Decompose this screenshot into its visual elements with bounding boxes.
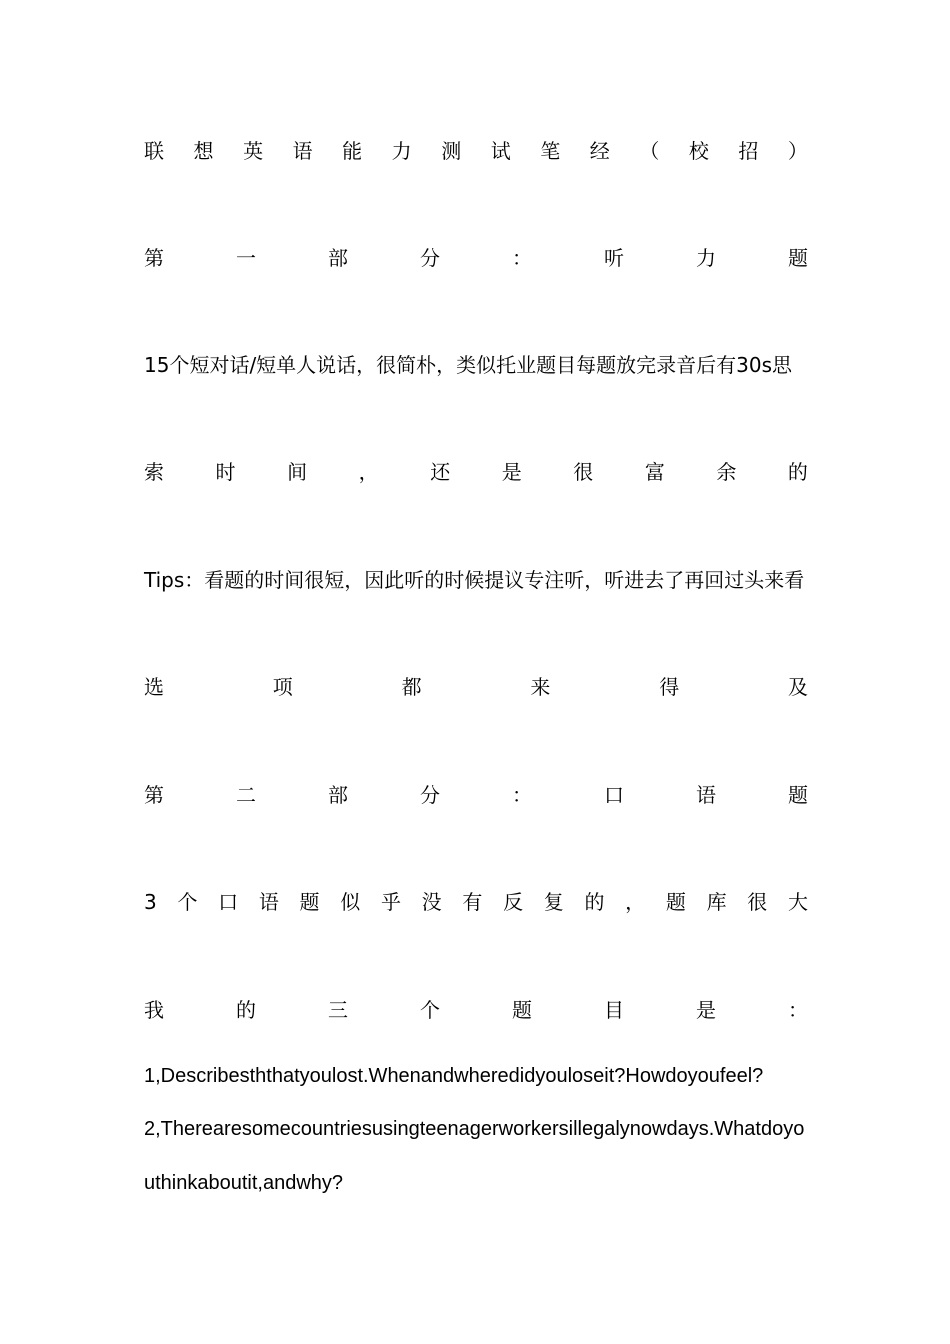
char: ： (512, 246, 532, 270)
char: 一 (236, 246, 256, 270)
char: 个 (420, 998, 440, 1022)
char: 得 (659, 675, 680, 699)
char: 经 (589, 139, 610, 163)
char: 富 (644, 460, 665, 484)
char: 来 (530, 675, 551, 699)
char: 力 (391, 139, 412, 163)
char: 题 (665, 890, 686, 914)
char: 选 (144, 675, 164, 699)
char: 有 (462, 890, 483, 914)
char: 项 (272, 675, 293, 699)
char: 目 (604, 998, 624, 1022)
char: 没 (421, 890, 442, 914)
char: 笔 (540, 139, 561, 163)
char: 个 (177, 890, 198, 914)
char: 间 (287, 460, 308, 484)
char: 试 (490, 139, 511, 163)
char: 想 (193, 139, 214, 163)
part1-heading (144, 245, 808, 271)
char: 测 (441, 139, 462, 163)
char: 余 (716, 460, 737, 484)
char: 题 (788, 246, 808, 270)
char: ） (787, 139, 808, 163)
part1-description-line1: 15个短对话/短单人说话，很简朴，类似托业题目每题放完录音后有30s思 (144, 353, 793, 377)
char: 听 (604, 246, 624, 270)
char: ： (512, 783, 532, 807)
char: 校 (688, 139, 709, 163)
char: 口 (604, 783, 624, 807)
char: 都 (401, 675, 422, 699)
char: 口 (218, 890, 239, 914)
question-2-line1: 2,Therearesomecountriesusingteenagerworkersillegalynowdays.Whatdoyo (144, 1118, 805, 1140)
tips-line2 (144, 674, 808, 700)
char: 乎 (380, 890, 401, 914)
char: 3 (144, 890, 157, 914)
char: 题 (788, 783, 808, 807)
char: 语 (292, 139, 313, 163)
part2-heading (144, 782, 808, 808)
char: ， (625, 890, 646, 914)
char: 我 (144, 998, 164, 1022)
char: 第 (144, 783, 164, 807)
char: 部 (328, 783, 348, 807)
char: 似 (340, 890, 361, 914)
char: 索 (144, 460, 164, 484)
char: 部 (328, 246, 348, 270)
char: 是 (501, 460, 522, 484)
part2-description (144, 889, 808, 915)
char: 题 (512, 998, 532, 1022)
char: 很 (747, 890, 768, 914)
question-1: 1,Describesththatyoulost.Whenandwheredidyouloseit?Howdoyoufeel? (144, 1065, 764, 1087)
tips-line1: Tips：看题的时间很短，因此听的时候提议专注听，听进去了再回过头来看 (144, 568, 805, 592)
char: 还 (430, 460, 451, 484)
question-2-line2: uthinkaboutit,andwhy? (144, 1172, 344, 1194)
char: 反 (503, 890, 524, 914)
char: ： (788, 998, 808, 1022)
document-title (144, 138, 808, 164)
char: 语 (258, 890, 279, 914)
char: 是 (696, 998, 716, 1022)
char: 的 (584, 890, 605, 914)
char: （ (639, 139, 660, 163)
char: 及 (787, 675, 808, 699)
char: 库 (706, 890, 727, 914)
char: 时 (215, 460, 236, 484)
char: 的 (787, 460, 808, 484)
char: 第 (144, 246, 164, 270)
char: 二 (236, 783, 256, 807)
char: 能 (342, 139, 363, 163)
char: 语 (696, 783, 716, 807)
char: 力 (696, 246, 716, 270)
char: 题 (299, 890, 320, 914)
char: 复 (543, 890, 564, 914)
char: 分 (420, 783, 440, 807)
char: 的 (236, 998, 256, 1022)
char: ， (358, 460, 379, 484)
part1-description-line2 (144, 459, 808, 485)
my-topics-label (144, 997, 808, 1023)
char: 招 (738, 139, 759, 163)
char: 很 (573, 460, 594, 484)
char: 英 (243, 139, 264, 163)
char: 三 (328, 998, 348, 1022)
char: 分 (420, 246, 440, 270)
char: 大 (787, 890, 808, 914)
char: 联 (144, 139, 164, 163)
